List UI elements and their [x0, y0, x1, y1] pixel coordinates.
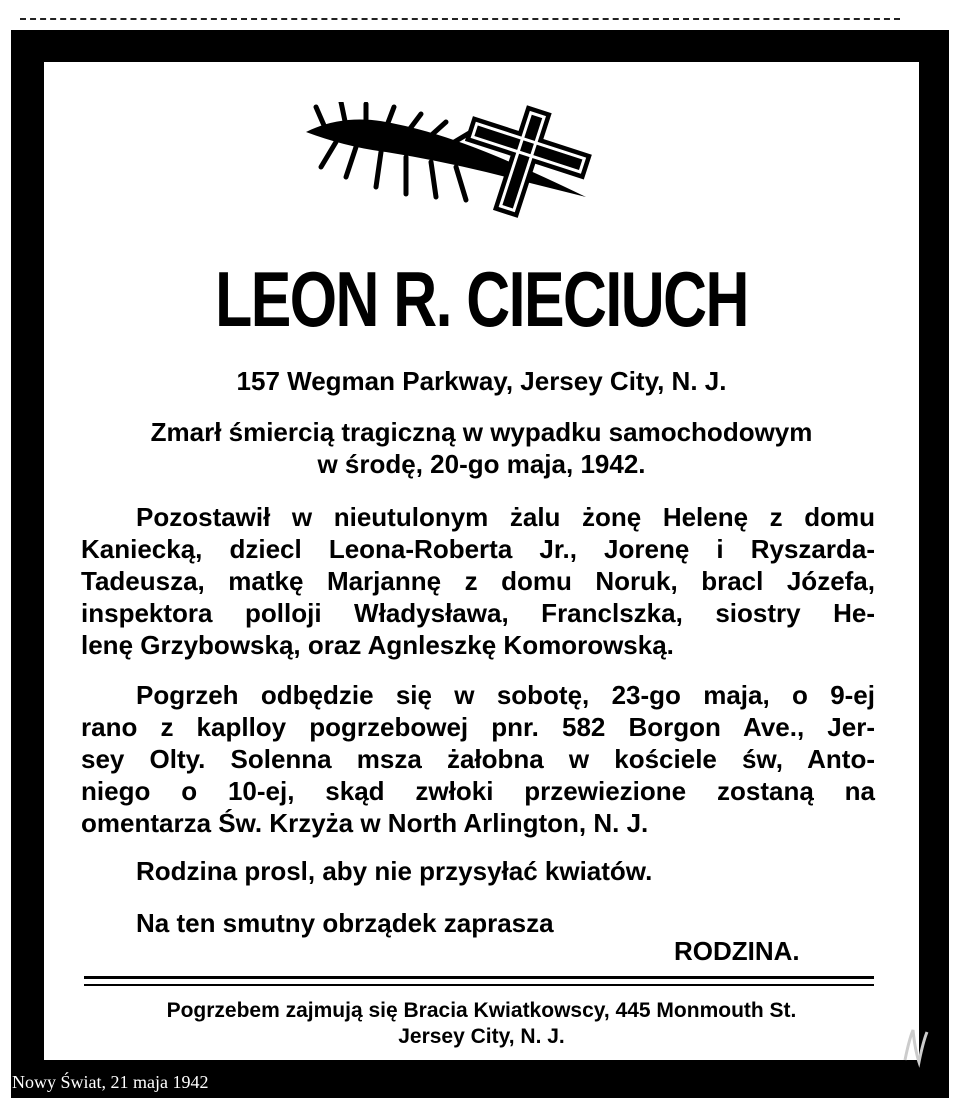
divider-rule: [84, 976, 874, 979]
survivors-line-5: lenę Grzybowską, oraz Agnleszkę Komorowską.: [81, 630, 674, 660]
funeral-line-3: sey Olty. Solenna msza żałobna w kościele św, Anto-: [81, 744, 875, 774]
top-dashed-line: [20, 18, 900, 20]
palm-cross-emblem-icon: [286, 102, 636, 222]
deceased-name: LEON R. CIECIUCH: [215, 255, 748, 343]
death-line-2: w środę, 20-go maja, 1942.: [317, 449, 646, 479]
funeral-line-5: omentarza Św. Krzyża w North Arlington, N. J.: [81, 808, 649, 838]
death-line-1: Zmarł śmiercią tragiczną w wypadku samochodowym: [150, 417, 813, 447]
signature: RODZINA.: [674, 936, 800, 966]
flowers-note: Rodzina prosl, aby nie przysyłać kwiatów.: [136, 856, 653, 886]
funeral-line-1: Pogrzeh odbędzie się w sobotę, 23-go maja, o 9-ej: [136, 680, 875, 710]
source-caption: Nowy Świat, 21 maja 1942: [12, 1072, 209, 1092]
footer-line-1: Pogrzebem zajmują się Bracia Kwiatkowscy, 445 Monmouth St.: [166, 999, 797, 1022]
survivors-line-4: inspektora polloji Władysława, Franclszka, siostry He-: [81, 598, 875, 628]
address-line: 157 Wegman Parkway, Jersey City, N. J.: [236, 366, 727, 396]
survivors-line-3: Tadeusza, matkę Marjannę z domu Noruk, bracl Józefa,: [81, 566, 875, 596]
survivors-line-2: Kaniecką, dziecl Leona-Roberta Jr., Jorenę i Ryszarda-: [81, 534, 875, 564]
watermark-signature-icon: [897, 1020, 937, 1070]
invitation-line: Na ten smutny obrządek zaprasza: [136, 908, 554, 938]
funeral-line-2: rano z kaplloy pogrzebowej pnr. 582 Borgon Ave., Jer-: [81, 712, 875, 742]
divider-rule-thin: [84, 984, 874, 986]
footer-line-2: Jersey City, N. J.: [398, 1025, 565, 1048]
notice-panel: [44, 62, 919, 1060]
funeral-line-4: niego o 10-ej, skąd zwłoki przewiezione zostaną na: [81, 776, 875, 806]
survivors-line-1: Pozostawił w nieutulonym żalu żonę Helenę z domu: [136, 502, 875, 532]
